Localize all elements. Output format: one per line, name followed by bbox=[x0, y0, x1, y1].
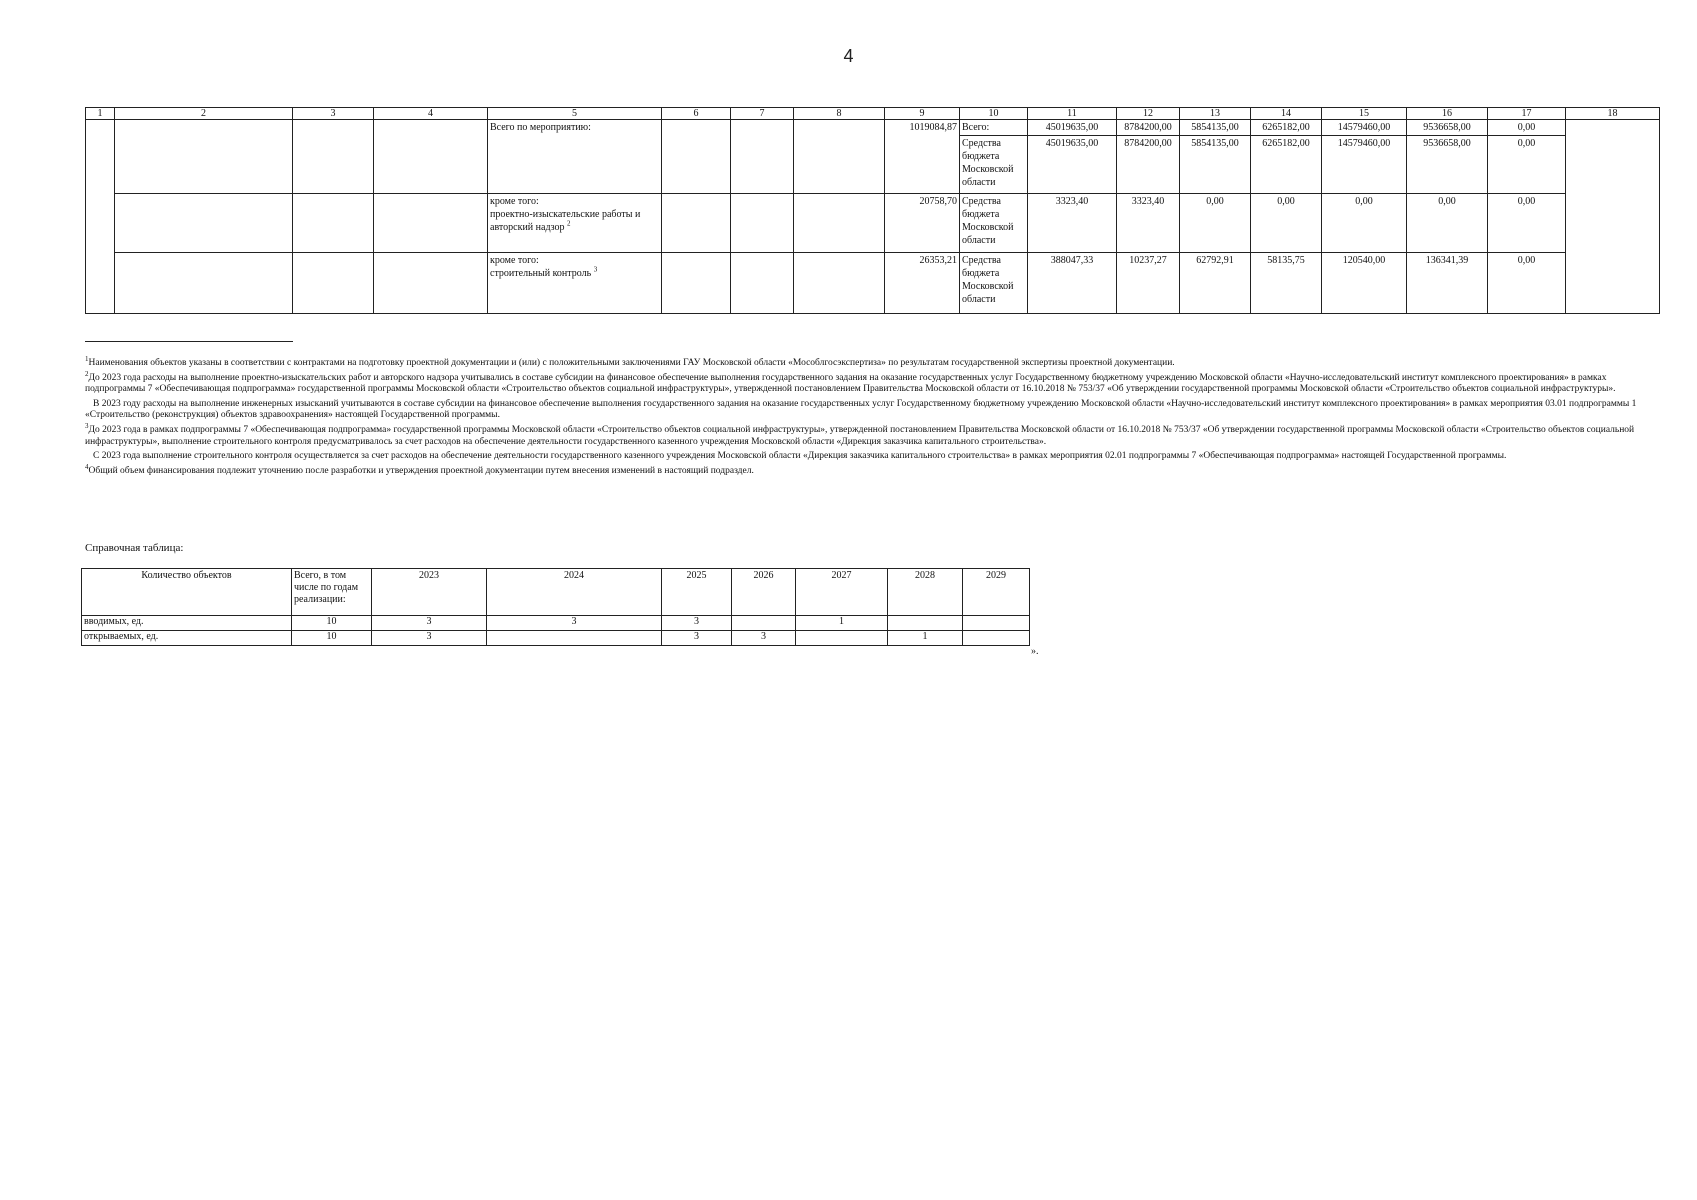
value-cell: 0,00 bbox=[1488, 194, 1566, 253]
main-table bbox=[85, 107, 1660, 314]
value-cell: 388047,33 bbox=[1028, 253, 1117, 314]
column-number-row bbox=[86, 108, 1660, 120]
page-number: 4 bbox=[843, 46, 854, 66]
value-cell: 8784200,00 bbox=[1117, 120, 1180, 136]
column-number: 5 bbox=[488, 108, 662, 120]
cell-col6 bbox=[662, 253, 731, 314]
value-cell: 45019635,00 bbox=[1028, 120, 1117, 136]
cell-col18 bbox=[1566, 120, 1660, 314]
footnote bbox=[85, 462, 1655, 478]
value-cell: 9536658,00 bbox=[1407, 120, 1488, 136]
value-cell: 3 bbox=[662, 616, 732, 631]
value-cell: 14579460,00 bbox=[1322, 136, 1407, 194]
cell-col2 bbox=[115, 120, 293, 194]
value-cell: 10237,27 bbox=[1117, 253, 1180, 314]
cell-col4 bbox=[374, 194, 488, 253]
value-cell: 58135,75 bbox=[1251, 253, 1322, 314]
table-row bbox=[82, 631, 1030, 646]
value-cell: 0,00 bbox=[1180, 194, 1251, 253]
footnote bbox=[85, 354, 1655, 370]
value-cell: 0,00 bbox=[1251, 194, 1322, 253]
reference-table-title: Справочная таблица: bbox=[85, 542, 184, 554]
footnote-marker: 4 bbox=[85, 462, 89, 471]
value-cell: 14579460,00 bbox=[1322, 120, 1407, 136]
funding-source: Всего: bbox=[960, 120, 1028, 136]
column-number: 7 bbox=[731, 108, 794, 120]
value-cell: 0,00 bbox=[1407, 194, 1488, 253]
column-number: 6 bbox=[662, 108, 731, 120]
footnote-text: До 2023 года расходы на выполнение проектно-изыскательских работ и авторского надзора учитывались в составе субсидии на финансовое обеспечение выполнения государственного задания на оказание государственных услуг Государственному бюджетному учреждению Московской области «Научно-исследовательский институт комплексного проектирования» в рамках подпрограммы 7 «Обеспечивающая подпрограмма» государственной программы Московской области «Строительство объектов социальной инфраструктуры», утвержденной постановлением Правительства Московской области от 16.10.2018 № 753/37 «Об утверждении государственной программы Московской области «Строительство объектов социальной инфраструктуры». bbox=[85, 372, 1616, 395]
value-cell: 3323,40 bbox=[1028, 194, 1117, 253]
value-cell: 5854135,00 bbox=[1180, 136, 1251, 194]
value-cell: 10 bbox=[292, 631, 372, 646]
value-cell: 6265182,00 bbox=[1251, 120, 1322, 136]
cell-col2 bbox=[115, 253, 293, 314]
column-number: 14 bbox=[1251, 108, 1322, 120]
column-number: 3 bbox=[293, 108, 374, 120]
column-number: 12 bbox=[1117, 108, 1180, 120]
activity-name bbox=[488, 194, 662, 253]
column-header: 2029 bbox=[963, 569, 1030, 616]
column-number: 16 bbox=[1407, 108, 1488, 120]
column-header: 2024 bbox=[487, 569, 662, 616]
value-cell: 45019635,00 bbox=[1028, 136, 1117, 194]
value-cell: 3 bbox=[732, 631, 796, 646]
footnote-text: До 2023 года в рамках подпрограммы 7 «Обеспечивающая подпрограмма» государственной программы Московской области «Строительство объектов социальной инфраструктуры», утвержденной постановлением Правительства Московской области от 16.10.2018 № 753/37 «Об утверждении государственной программы Московской области «Строительство объектов социальной инфраструктуры», выполнение строительного контроля предусматривалось за счет расходов на обеспечение деятельности государственного казенного учреждения Московской области «Дирекция заказчика капитального строительства». bbox=[85, 424, 1635, 447]
activity-name: Всего по мероприятию: bbox=[488, 120, 662, 194]
footnote-marker: 2 bbox=[85, 369, 89, 378]
footnote-text: Общий объем финансирования подлежит уточнению после разработки и утверждения проектной документации путем внесения изменений в настоящий подраздел. bbox=[88, 465, 754, 476]
cell-col7 bbox=[731, 120, 794, 194]
cell-col1 bbox=[86, 120, 115, 314]
cell-col7 bbox=[731, 194, 794, 253]
cell-col4 bbox=[374, 120, 488, 194]
activity-prefix: кроме того: bbox=[490, 255, 539, 266]
value-cell: 10 bbox=[292, 616, 372, 631]
column-header: Всего, в том числе по годам реализации: bbox=[292, 569, 372, 616]
column-header: 2027 bbox=[796, 569, 888, 616]
cell-col6 bbox=[662, 120, 731, 194]
cell-col3 bbox=[293, 253, 374, 314]
activity-prefix: кроме того: bbox=[490, 196, 539, 207]
cell-col8 bbox=[794, 253, 885, 314]
column-number: 11 bbox=[1028, 108, 1117, 120]
column-number: 4 bbox=[374, 108, 488, 120]
table-row bbox=[86, 253, 1660, 314]
cell-col8 bbox=[794, 120, 885, 194]
cell-col3 bbox=[293, 120, 374, 194]
value-cell: 62792,91 bbox=[1180, 253, 1251, 314]
row-label: открываемых, ед. bbox=[82, 631, 292, 646]
footnote-marker: 1 bbox=[85, 354, 89, 363]
column-number: 15 bbox=[1322, 108, 1407, 120]
funding-source: Средства бюджета Московской области bbox=[960, 194, 1028, 253]
value-cell: 136341,39 bbox=[1407, 253, 1488, 314]
footnote-ref: 3 bbox=[593, 265, 598, 274]
footnote-text: С 2023 года выполнение строительного контроля осуществляется за счет расходов на обеспечение деятельности государственного казенного учреждения Московской области «Дирекция заказчика капитального строительства» в рамках мероприятия 02.01 подпрограммы 7 «Обеспечивающая подпрограмма» настоящей Государственной программы. bbox=[93, 451, 1507, 462]
value-cell: 3 bbox=[487, 616, 662, 631]
value-cell: 5854135,00 bbox=[1180, 120, 1251, 136]
cell-col3 bbox=[293, 194, 374, 253]
footnote bbox=[85, 369, 1655, 396]
column-number: 18 bbox=[1566, 108, 1660, 120]
total-cost: 1019084,87 bbox=[885, 120, 960, 194]
funding-source: Средства бюджета Московской области bbox=[960, 136, 1028, 194]
cell-col2 bbox=[115, 194, 293, 253]
value-cell: 3 bbox=[662, 631, 732, 646]
cell-col8 bbox=[794, 194, 885, 253]
column-header: 2025 bbox=[662, 569, 732, 616]
column-header: 2026 bbox=[732, 569, 796, 616]
value-cell: 120540,00 bbox=[1322, 253, 1407, 314]
column-header: 2028 bbox=[888, 569, 963, 616]
footnote bbox=[85, 421, 1655, 448]
value-cell: 1 bbox=[796, 616, 888, 631]
value-cell: 3323,40 bbox=[1117, 194, 1180, 253]
reference-header-row bbox=[82, 569, 1030, 616]
value-cell: 9536658,00 bbox=[1407, 136, 1488, 194]
cell-col4 bbox=[374, 253, 488, 314]
column-number: 8 bbox=[794, 108, 885, 120]
value-cell: 1 bbox=[888, 631, 963, 646]
activity-name bbox=[488, 253, 662, 314]
footnote bbox=[85, 399, 1655, 422]
footnote-ref: 2 bbox=[567, 219, 571, 228]
value-cell: 0,00 bbox=[1322, 194, 1407, 253]
table-row bbox=[82, 616, 1030, 631]
footnotes bbox=[85, 354, 1655, 480]
value-cell: 3 bbox=[372, 616, 487, 631]
closing-quote: ». bbox=[1031, 646, 1039, 657]
footnote bbox=[85, 451, 1655, 463]
row-label: вводимых, ед. bbox=[82, 616, 292, 631]
value-cell: 0,00 bbox=[1488, 253, 1566, 314]
footnote-separator bbox=[85, 341, 293, 342]
column-number: 9 bbox=[885, 108, 960, 120]
value-cell bbox=[963, 631, 1030, 646]
value-cell: 0,00 bbox=[1488, 120, 1566, 136]
value-cell bbox=[888, 616, 963, 631]
column-number: 2 bbox=[115, 108, 293, 120]
value-cell: 8784200,00 bbox=[1117, 136, 1180, 194]
total-cost: 26353,21 bbox=[885, 253, 960, 314]
reference-table bbox=[81, 568, 1030, 646]
cell-col7 bbox=[731, 253, 794, 314]
value-cell: 3 bbox=[372, 631, 487, 646]
activity-title: проектно-изыскательские работы и авторский надзор bbox=[490, 209, 641, 233]
footnote-text: Наименования объектов указаны в соответствии с контрактами на подготовку проектной документации и (или) с положительными заключениями ГАУ Московской области «Мособлгосэкспертиза» по результатам государственной экспертизы проектной документации. bbox=[88, 358, 1175, 368]
value-cell bbox=[796, 631, 888, 646]
footnote-text: В 2023 году расходы на выполнение инженерных изысканий учитываются в составе субсидии на финансовое обеспечение выполнения государственного задания на оказание государственных услуг Государственному бюджетному учреждению Московской области «Научно-исследовательский институт комплексного проектирования» в рамках мероприятия 03.01 подпрограммы 1 «Строительство (реконструкция) объектов здравоохранения» настоящей Государственной программы. bbox=[85, 398, 1637, 421]
value-cell: 0,00 bbox=[1488, 136, 1566, 194]
total-cost: 20758,70 bbox=[885, 194, 960, 253]
table-row bbox=[86, 194, 1660, 253]
value-cell bbox=[487, 631, 662, 646]
column-number: 13 bbox=[1180, 108, 1251, 120]
value-cell bbox=[732, 616, 796, 631]
activity-title: строительный контроль bbox=[490, 268, 592, 279]
column-number: 10 bbox=[960, 108, 1028, 120]
column-header: 2023 bbox=[372, 569, 487, 616]
value-cell: 6265182,00 bbox=[1251, 136, 1322, 194]
value-cell bbox=[963, 616, 1030, 631]
column-number: 17 bbox=[1488, 108, 1566, 120]
column-header: Количество объектов bbox=[82, 569, 292, 616]
footnote-marker: 3 bbox=[85, 421, 89, 430]
funding-source: Средства бюджета Московской области bbox=[960, 253, 1028, 314]
cell-col6 bbox=[662, 194, 731, 253]
table-row bbox=[86, 120, 1660, 136]
column-number: 1 bbox=[86, 108, 115, 120]
